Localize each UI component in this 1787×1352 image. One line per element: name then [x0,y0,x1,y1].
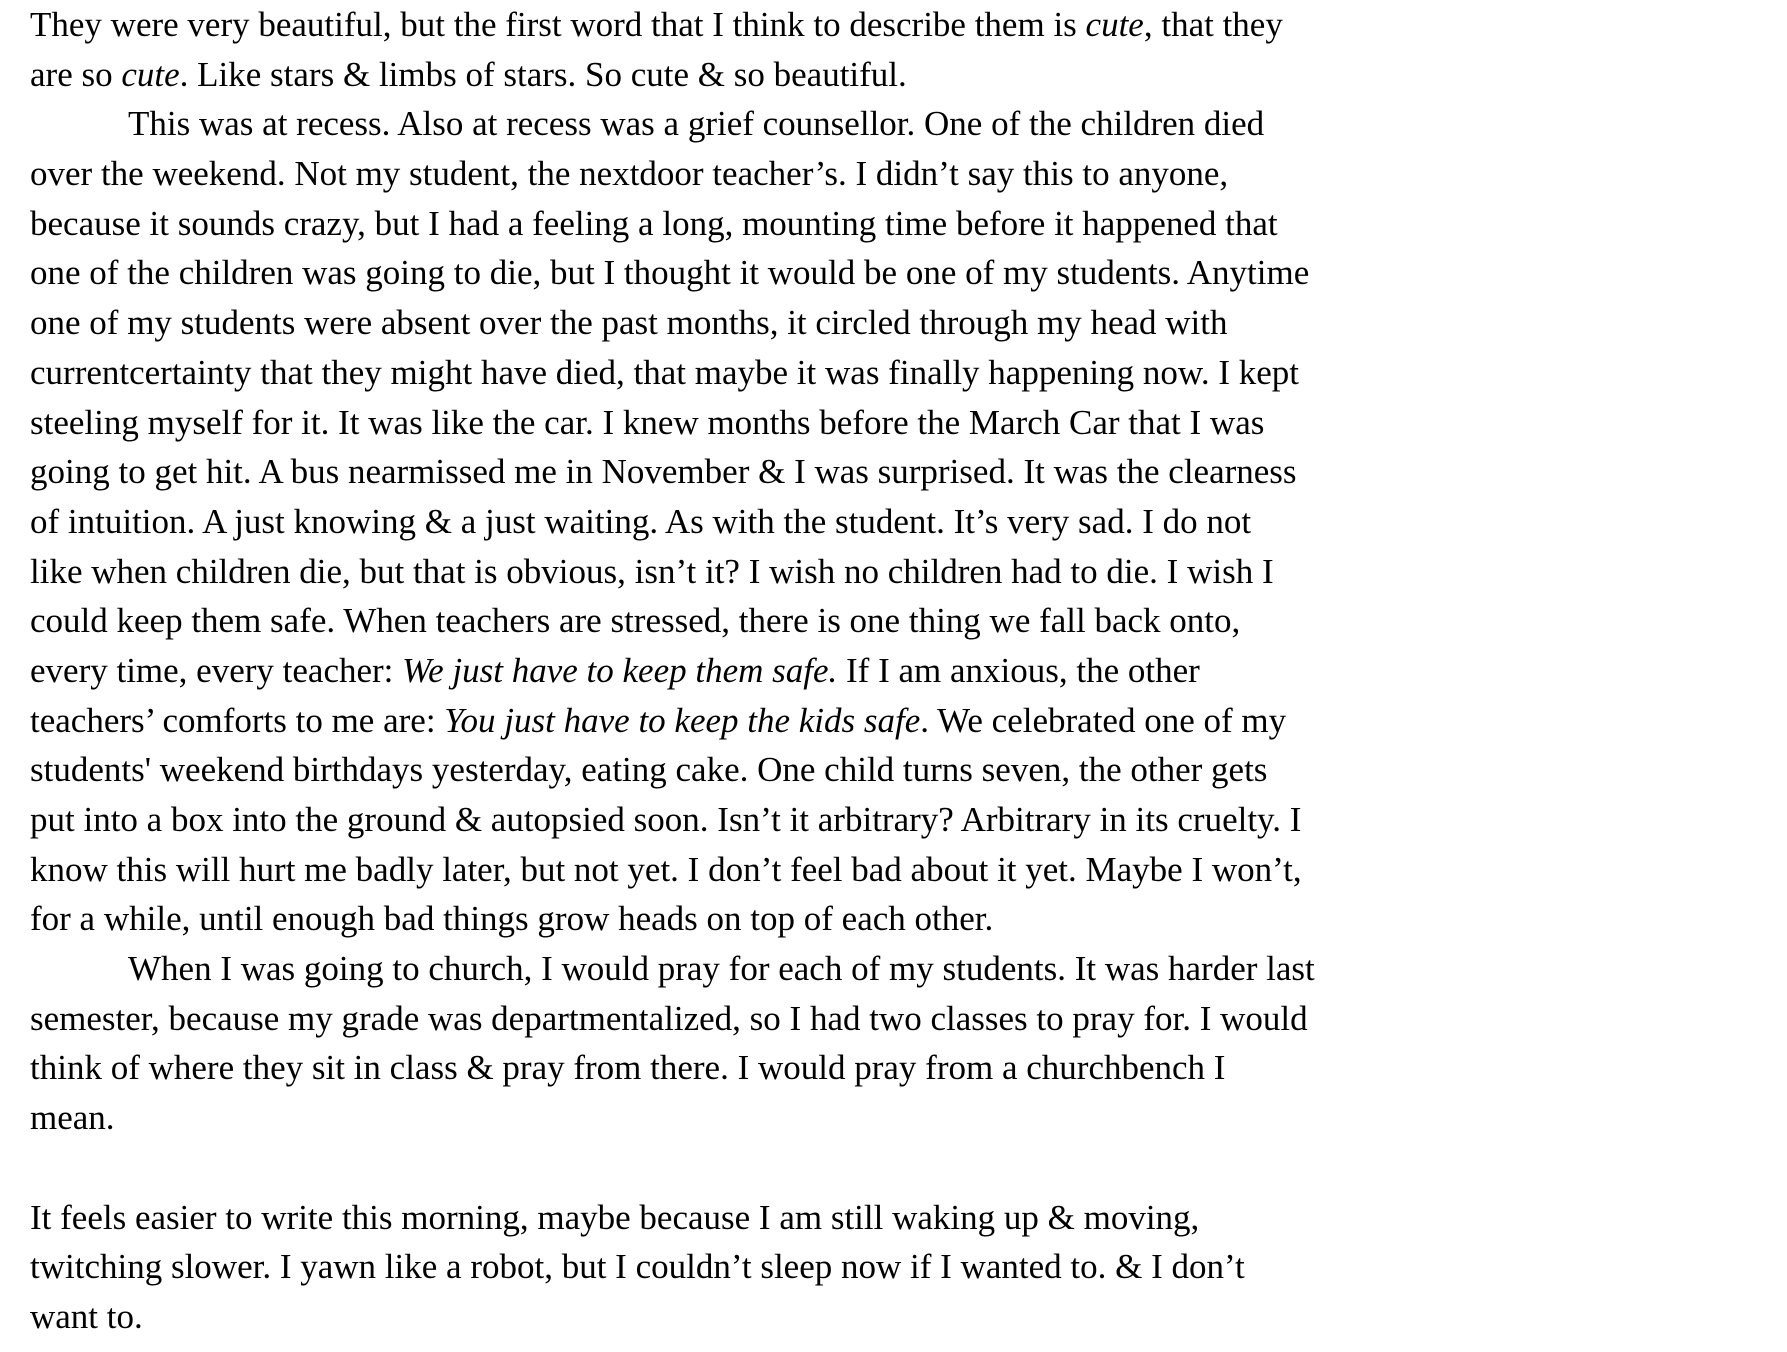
text-line: It feels easier to write this morning, maybe because I am still waking up & moving, [30,1197,1200,1237]
text-line: want to. [30,1296,143,1336]
paragraph-gap [30,1143,1450,1193]
text-line: for a while, until enough bad things grow heads on top of each other. [30,899,994,939]
text-line: students' weekend birthdays yesterday, eating cake. One child turns seven, the other gets [30,750,1268,790]
document-body [30,0,1450,1342]
text-line: steeling myself for it. It was like the car. I knew months before the March Car that I was [30,402,1265,442]
text-line: think of where they sit in class & pray from there. I would pray from a churchbench I [30,1048,1226,1088]
text-line: put into a box into the ground & autopsied soon. Isn’t it arbitrary? Arbitrary in its cruelty. I [30,800,1302,839]
text-line: could keep them safe. When teachers are stressed, there is one thing we fall back onto, [30,601,1241,641]
text-line: This was at recess. Also at recess was a grief counsellor. One of the children died [128,104,1265,144]
text-line: When I was going to church, I would pray for each of my students. It was harder last [128,949,1315,989]
text-line: mean. [30,1098,115,1138]
text-line: are so cute. Like stars & limbs of stars. So cute & so beautiful. [30,54,907,94]
text-line: over the weekend. Not my student, the nextdoor teacher’s. I didn’t say this to anyone, [30,154,1229,194]
text-line: because it sounds crazy, but I had a feeling a long, mounting time before it happened that [30,203,1278,243]
text-line: know this will hurt me badly later, but not yet. I don’t feel bad about it yet. Maybe I won’t, [30,849,1302,889]
text-line: every time, every teacher: We just have to keep them safe. If I am anxious, the other [30,650,1200,690]
text-line: semester, because my grade was departmentalized, so I had two classes to pray for. I would [30,998,1308,1038]
text-line: one of my students were absent over the past months, it circled through my head with [30,303,1228,343]
text-line: currentcertainty that they might have died, that maybe it was finally happening now. I kept [30,352,1300,392]
text-line: like when children die, but that is obvious, isn’t it? I wish no children had to die. I wish I [30,551,1274,591]
text-line: teachers’ comforts to me are: You just have to keep the kids safe. We celebrated one of my [30,700,1287,740]
text-line: one of the children was going to die, but I thought it would be one of my students. Anytime [30,253,1310,293]
text-line: of intuition. A just knowing & a just waiting. As with the student. It’s very sad. I do not [30,501,1252,541]
text-line: They were very beautiful, but the first word that I think to describe them is cute, that they [30,5,1283,44]
text-line: twitching slower. I yawn like a robot, but I couldn’t sleep now if I wanted to. & I don’t [30,1247,1245,1287]
text-line: going to get hit. A bus nearmissed me in November & I was surprised. It was the clearness [30,452,1297,492]
